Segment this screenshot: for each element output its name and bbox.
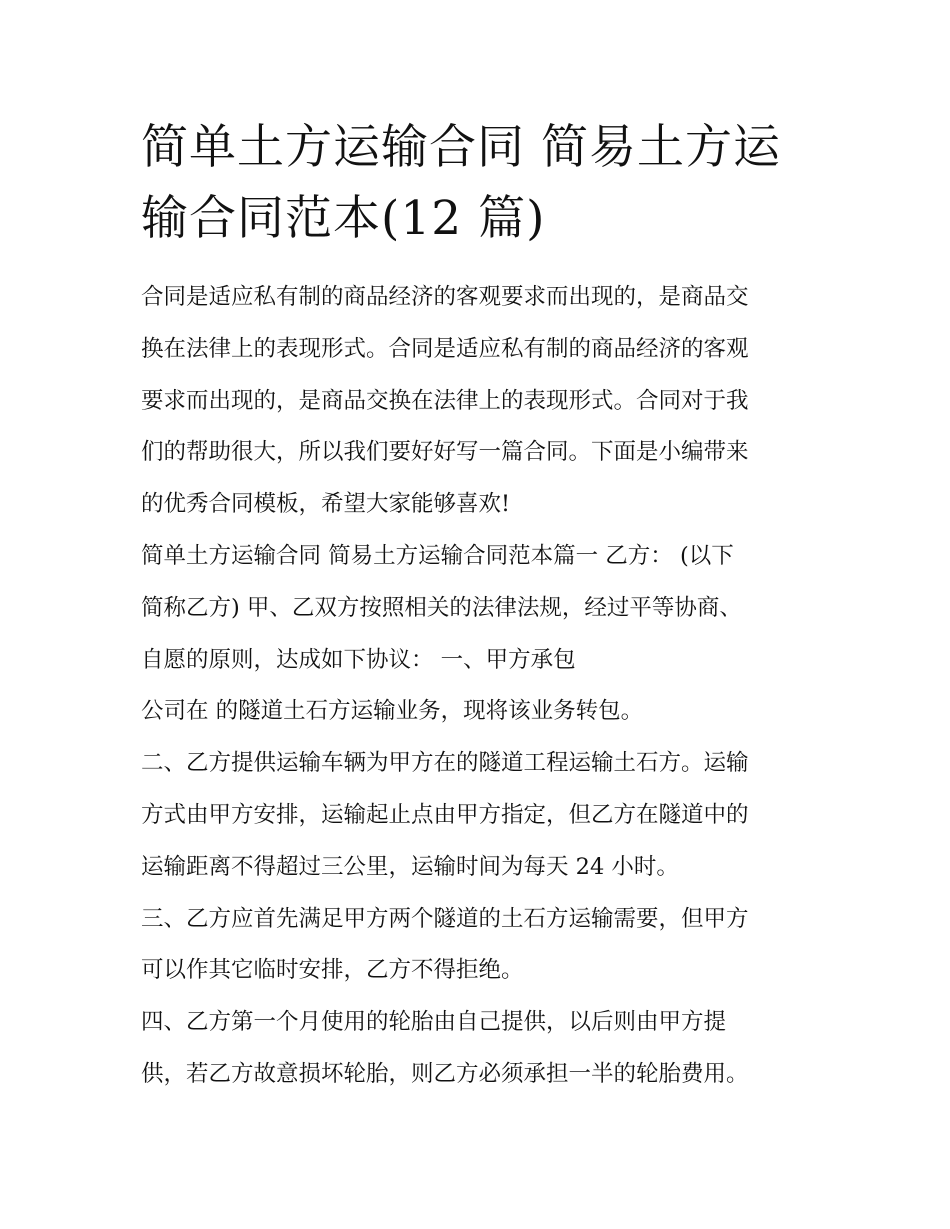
- body-line: 四、乙方第一个月使用的轮胎由自己提供，以后则由甲方提: [141, 1009, 727, 1036]
- body-line: 简称乙方) 甲、乙双方按照相关的法律法规，经过平等协商、: [141, 594, 742, 621]
- body-line: 简单土方运输合同 简易土方运输合同范本篇一 乙方： (以下: [141, 542, 734, 569]
- document-body: [141, 272, 821, 1101]
- document-page: [141, 112, 821, 1101]
- body-line: 合同是适应私有制的商品经济的客观要求而出现的，是商品交: [141, 284, 749, 310]
- body-line: 可以作其它临时安排，乙方不得拒绝。: [141, 957, 524, 984]
- body-line: 三、乙方应首先满足甲方两个隧道的土石方运输需要，但甲方: [141, 905, 749, 932]
- body-line: 运输距离不得超过三公里，运输时间为每天 24 小时。: [141, 853, 679, 880]
- body-line: 方式由甲方安排，运输起止点由甲方指定，但乙方在隧道中的: [141, 801, 749, 828]
- body-line: 自愿的原则，达成如下协议： 一、甲方承包: [141, 646, 576, 673]
- title-line: 输合同范本(12 篇): [141, 191, 546, 246]
- body-line: 的优秀合同模板，希望大家能够喜欢!: [141, 491, 511, 518]
- body-line: 供，若乙方故意损坏轮胎，则乙方必须承担一半的轮胎费用。: [141, 1060, 749, 1087]
- body-line: 二、乙方提供运输车辆为甲方在的隧道工程运输土石方。运输: [141, 750, 749, 777]
- body-line: 们的帮助很大，所以我们要好好写一篇合同。下面是小编带来: [141, 439, 749, 466]
- document-title: [141, 112, 821, 254]
- body-line: 要求而出现的，是商品交换在法律上的表现形式。合同对于我: [141, 387, 749, 414]
- body-line: 换在法律上的表现形式。合同是适应私有制的商品经济的客观: [141, 335, 749, 362]
- body-line: 公司在 的隧道土石方运输业务，现将该业务转包。: [141, 698, 644, 725]
- title-line: 简单土方运输合同 简易土方运: [141, 120, 781, 175]
